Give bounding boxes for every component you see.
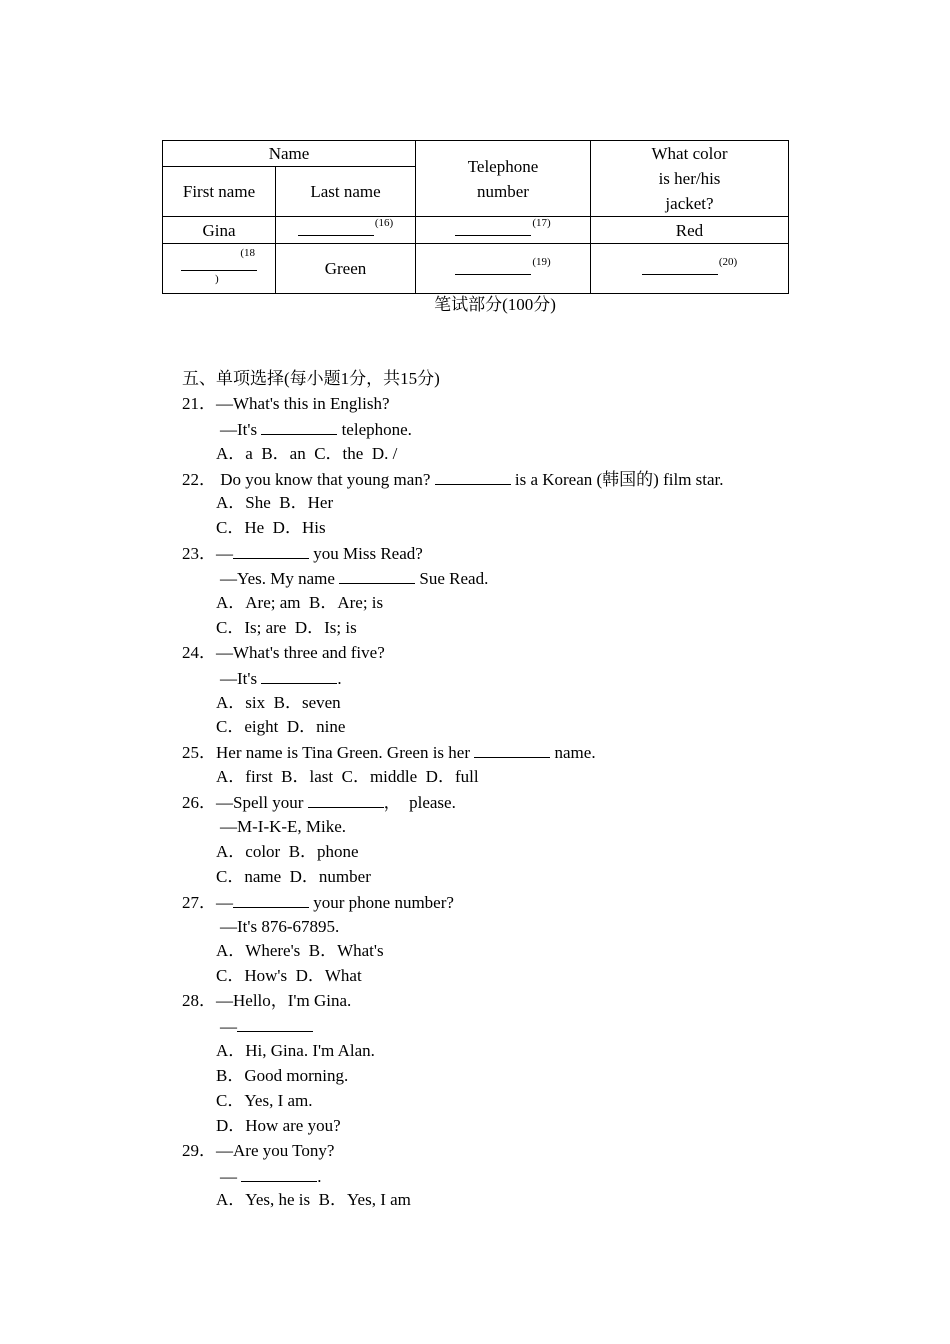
name-info-table: [162, 140, 789, 294]
header-last-name: Last name: [276, 167, 416, 217]
cell-first-name: Gina: [163, 217, 276, 244]
answer-blank[interactable]: [339, 566, 415, 584]
cell-blank-20: (20): [591, 244, 789, 294]
cell-blank-18: (18 ): [163, 244, 276, 294]
options: A．first B．last C．middle D．full: [216, 767, 479, 787]
multiple-choice-section: 五、单项选择(每小题1分，共15分) 21．—What's this in English? —It's telephone. A．a B．an C．the D. / 22． Do you know that young man? is a Korean (韩国的) film star. A．She B．Her C．He D．His 23．— you Miss Read? —Yes. My name Sue Read. A．Are; am B．Are; is C．Is; are D．Is; is 24．—What's three and five? —It's . A．six B．seven C．eight D．nine 25．Her name is Tina Green. Green is her name. A．first B．last C．middle D．full 26．—Spell your ， please. —M-I-K-E, Mike. A．color B．phone C．name D．number 27．— your phone number? —It's 876-67895. A．Where's B．What's C．How's D．What 28．—Hello，I'm Gina. — A．Hi, Gina. I'm Alan. B．Good morning. C．Yes, I am. D．How are you? 29．—Are you Tony? — . A．Yes, he is B．Yes, I am: [182, 367, 724, 1213]
question-24: 24．—What's three and five?: [182, 642, 385, 662]
header-jacket-color: What color is her/his jacket?: [591, 141, 789, 217]
options: A．Yes, he is B．Yes, I am: [216, 1190, 411, 1210]
question-27: 27．— your phone number?: [182, 890, 724, 915]
answer-blank[interactable]: [298, 217, 374, 236]
question-28: 28．—Hello，I'm Gina.: [182, 991, 352, 1011]
options: A．Hi, Gina. I'm Alan.: [216, 1041, 375, 1061]
table-row: [163, 217, 789, 244]
question-26: 26．—Spell your ， please.: [182, 790, 724, 815]
cell-blank-16: (16): [276, 217, 416, 244]
options: A．Where's B．What's: [216, 941, 384, 961]
answer-blank[interactable]: [455, 256, 531, 275]
header-first-name: First name: [163, 167, 276, 217]
options: A．six B．seven: [216, 692, 341, 712]
options: A．She B．Her: [216, 493, 334, 513]
options: C．name D．number: [216, 866, 371, 886]
question-25: 25．Her name is Tina Green. Green is her name.: [182, 740, 724, 765]
options: C．How's D．What: [216, 966, 362, 986]
section-title: 笔试部分(100分): [434, 295, 556, 314]
question-23: 23．— you Miss Read?: [182, 541, 724, 566]
options: C．eight D．nine: [216, 717, 346, 737]
answer-blank[interactable]: [233, 541, 309, 559]
cell-blank-19: (19): [416, 244, 591, 294]
cell-color: Red: [591, 217, 789, 244]
answer-blank[interactable]: [261, 417, 337, 435]
question-22: 22． Do you know that young man? is a Korean (韩国的) film star.: [182, 467, 724, 492]
part-heading: 五、单项选择(每小题1分，共15分): [182, 369, 440, 388]
answer-blank[interactable]: [642, 256, 718, 275]
answer-blank[interactable]: [308, 790, 384, 808]
options: C．Yes, I am.: [216, 1090, 313, 1110]
cell-last-name: Green: [276, 244, 416, 294]
answer-blank[interactable]: [241, 1164, 317, 1182]
header-name: Name: [163, 141, 416, 167]
answer-blank[interactable]: [455, 217, 531, 236]
answer-blank[interactable]: [261, 666, 337, 684]
question-21: 21．—What's this in English?: [182, 393, 390, 413]
question-29: 29．—Are you Tony?: [182, 1140, 335, 1160]
options: C．He D．His: [216, 518, 326, 538]
table-row: [163, 244, 789, 294]
options: D．How are you?: [216, 1115, 341, 1135]
cell-blank-17: (17): [416, 217, 591, 244]
answer-blank[interactable]: [474, 740, 550, 758]
answer-blank[interactable]: [237, 1014, 313, 1032]
options: C．Is; are D．Is; is: [216, 617, 357, 637]
options: A．a B．an C．the D. /: [216, 443, 398, 463]
options: B．Good morning.: [216, 1065, 349, 1085]
answer-blank[interactable]: [435, 467, 511, 485]
options: A．Are; am B．Are; is: [216, 593, 384, 613]
answer-blank[interactable]: [233, 890, 309, 908]
options: A．color B．phone: [216, 841, 359, 861]
header-telephone: Telephone number: [416, 141, 591, 217]
